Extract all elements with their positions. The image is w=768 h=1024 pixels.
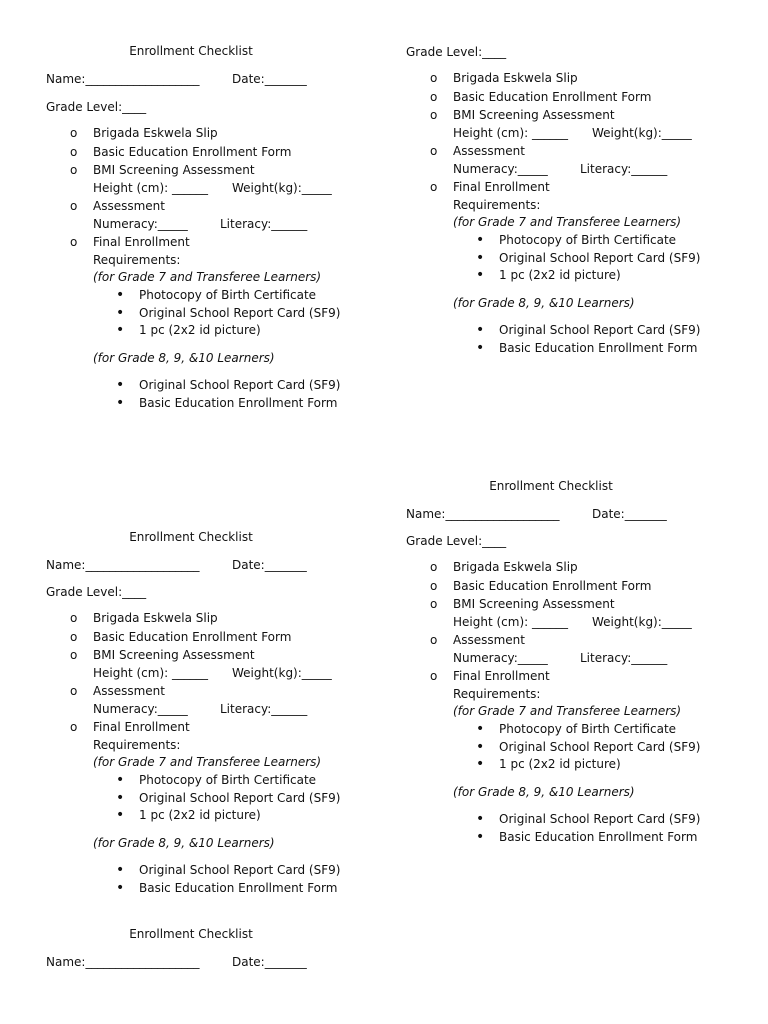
ml-birth-certificate: Photocopy of Birth Certificate [139, 773, 317, 787]
mr-school-report-card-b: Original School Report Card (SF9) [499, 812, 701, 826]
mr-date-field: Date:_______ [592, 507, 667, 521]
ml-id-picture: 1 pc (2x2 id picture) [139, 808, 261, 822]
tl-brigada-eskwela-slip: Brigada Eskwela Slip [93, 126, 218, 140]
tr-brigada-eskwela-slip: Brigada Eskwela Slip [453, 71, 578, 85]
mr-numeracy-field: Numeracy:_____ [453, 651, 548, 665]
tl-bmi-screening-assessment: BMI Screening Assessment [93, 163, 255, 177]
ml-circle-marker: o [70, 611, 78, 625]
tr-height-field: Height (cm): ______ [453, 126, 568, 140]
tl-id-picture: 1 pc (2x2 id picture) [139, 323, 261, 337]
bl-name-field: Name:___________________ [46, 955, 200, 969]
mr-circle-marker: o [430, 669, 438, 683]
tl-height-field: Height (cm): ______ [93, 181, 208, 195]
tr-birth-certificate: Photocopy of Birth Certificate [499, 233, 677, 247]
ml-grade8-note: (for Grade 8, 9, &10 Learners) [93, 836, 275, 850]
tl-circle-marker: o [70, 145, 78, 159]
tr-weight-field: Weight(kg):_____ [592, 126, 692, 140]
ml-bullet: • [116, 880, 125, 896]
ml-bullet: • [116, 807, 125, 823]
ml-literacy-field: Literacy:______ [220, 702, 308, 716]
tr-circle-marker: o [430, 90, 438, 104]
tl-bullet: • [116, 287, 125, 303]
tr-grade8-note: (for Grade 8, 9, &10 Learners) [453, 296, 635, 310]
tl-final-enrollment: Final Enrollment [93, 235, 190, 249]
mr-bullet: • [476, 739, 485, 755]
mr-birth-certificate: Photocopy of Birth Certificate [499, 722, 677, 736]
tl-literacy-field: Literacy:______ [220, 217, 308, 231]
tl-requirements: Requirements: [93, 253, 181, 267]
mr-bullet: • [476, 829, 485, 845]
ml-circle-marker: o [70, 720, 78, 734]
mr-id-picture: 1 pc (2x2 id picture) [499, 757, 621, 771]
tl-circle-marker: o [70, 163, 78, 177]
tr-bullet: • [476, 340, 485, 356]
tr-id-picture: 1 pc (2x2 id picture) [499, 268, 621, 282]
tr-circle-marker: o [430, 71, 438, 85]
tr-literacy-field: Literacy:______ [580, 162, 668, 176]
ml-numeracy-field: Numeracy:_____ [93, 702, 188, 716]
ml-requirements: Requirements: [93, 738, 181, 752]
tr-basic-education-enrollment-form: Basic Education Enrollment Form [453, 90, 652, 104]
tl-grade7-note: (for Grade 7 and Transferee Learners) [93, 270, 322, 284]
ml-assessment: Assessment [93, 684, 165, 698]
tr-bullet: • [476, 322, 485, 338]
tr-requirements: Requirements: [453, 198, 541, 212]
tr-school-report-card: Original School Report Card (SF9) [499, 251, 701, 265]
mr-grade7-note: (for Grade 7 and Transferee Learners) [453, 704, 682, 718]
tr-circle-marker: o [430, 108, 438, 122]
ml-grade-level: Grade Level:____ [46, 585, 147, 599]
mr-requirements: Requirements: [453, 687, 541, 701]
mr-grade8-note: (for Grade 8, 9, &10 Learners) [453, 785, 635, 799]
tr-grade7-note: (for Grade 7 and Transferee Learners) [453, 215, 682, 229]
bl-title: Enrollment Checklist [129, 927, 253, 941]
ml-bullet: • [116, 772, 125, 788]
mr-weight-field: Weight(kg):_____ [592, 615, 692, 629]
ml-weight-field: Weight(kg):_____ [232, 666, 332, 680]
ml-circle-marker: o [70, 630, 78, 644]
tr-grade-level: Grade Level:____ [406, 45, 507, 59]
tr-bmi-screening-assessment: BMI Screening Assessment [453, 108, 615, 122]
mr-circle-marker: o [430, 633, 438, 647]
tl-basic-education-form-b: Basic Education Enrollment Form [139, 396, 338, 410]
ml-bullet: • [116, 790, 125, 806]
bl-date-field: Date:_______ [232, 955, 307, 969]
tl-date-field: Date:_______ [232, 72, 307, 86]
tr-basic-education-form-b: Basic Education Enrollment Form [499, 341, 698, 355]
mr-assessment: Assessment [453, 633, 525, 647]
tl-bullet: • [116, 322, 125, 338]
mr-basic-education-enrollment-form: Basic Education Enrollment Form [453, 579, 652, 593]
tl-bullet: • [116, 305, 125, 321]
ml-brigada-eskwela-slip: Brigada Eskwela Slip [93, 611, 218, 625]
ml-final-enrollment: Final Enrollment [93, 720, 190, 734]
tl-birth-certificate: Photocopy of Birth Certificate [139, 288, 317, 302]
ml-name-field: Name:___________________ [46, 558, 200, 572]
tl-grade8-note: (for Grade 8, 9, &10 Learners) [93, 351, 275, 365]
tl-bullet: • [116, 377, 125, 393]
ml-circle-marker: o [70, 648, 78, 662]
tr-assessment: Assessment [453, 144, 525, 158]
tl-title: Enrollment Checklist [129, 44, 253, 58]
tl-school-report-card-b: Original School Report Card (SF9) [139, 378, 341, 392]
mr-height-field: Height (cm): ______ [453, 615, 568, 629]
tr-bullet: • [476, 232, 485, 248]
ml-basic-education-enrollment-form: Basic Education Enrollment Form [93, 630, 292, 644]
ml-grade7-note: (for Grade 7 and Transferee Learners) [93, 755, 322, 769]
tl-assessment: Assessment [93, 199, 165, 213]
tl-name-field: Name:___________________ [46, 72, 200, 86]
tr-final-enrollment: Final Enrollment [453, 180, 550, 194]
tl-circle-marker: o [70, 235, 78, 249]
tr-circle-marker: o [430, 180, 438, 194]
tl-basic-education-enrollment-form: Basic Education Enrollment Form [93, 145, 292, 159]
tr-school-report-card-b: Original School Report Card (SF9) [499, 323, 701, 337]
mr-brigada-eskwela-slip: Brigada Eskwela Slip [453, 560, 578, 574]
mr-circle-marker: o [430, 579, 438, 593]
mr-final-enrollment: Final Enrollment [453, 669, 550, 683]
tl-circle-marker: o [70, 126, 78, 140]
ml-title: Enrollment Checklist [129, 530, 253, 544]
tr-bullet: • [476, 250, 485, 266]
ml-school-report-card-b: Original School Report Card (SF9) [139, 863, 341, 877]
tl-numeracy-field: Numeracy:_____ [93, 217, 188, 231]
tl-bullet: • [116, 395, 125, 411]
ml-circle-marker: o [70, 684, 78, 698]
ml-bullet: • [116, 862, 125, 878]
tl-weight-field: Weight(kg):_____ [232, 181, 332, 195]
ml-bmi-screening-assessment: BMI Screening Assessment [93, 648, 255, 662]
mr-bullet: • [476, 811, 485, 827]
tr-bullet: • [476, 267, 485, 283]
mr-bmi-screening-assessment: BMI Screening Assessment [453, 597, 615, 611]
ml-height-field: Height (cm): ______ [93, 666, 208, 680]
ml-date-field: Date:_______ [232, 558, 307, 572]
mr-title: Enrollment Checklist [489, 479, 613, 493]
tl-school-report-card: Original School Report Card (SF9) [139, 306, 341, 320]
mr-grade-level: Grade Level:____ [406, 534, 507, 548]
mr-basic-education-form-b: Basic Education Enrollment Form [499, 830, 698, 844]
mr-circle-marker: o [430, 560, 438, 574]
mr-school-report-card: Original School Report Card (SF9) [499, 740, 701, 754]
tl-grade-level: Grade Level:____ [46, 100, 147, 114]
tl-circle-marker: o [70, 199, 78, 213]
mr-literacy-field: Literacy:______ [580, 651, 668, 665]
tr-numeracy-field: Numeracy:_____ [453, 162, 548, 176]
ml-basic-education-form-b: Basic Education Enrollment Form [139, 881, 338, 895]
mr-bullet: • [476, 756, 485, 772]
mr-bullet: • [476, 721, 485, 737]
tr-circle-marker: o [430, 144, 438, 158]
mr-name-field: Name:___________________ [406, 507, 560, 521]
ml-school-report-card: Original School Report Card (SF9) [139, 791, 341, 805]
mr-circle-marker: o [430, 597, 438, 611]
